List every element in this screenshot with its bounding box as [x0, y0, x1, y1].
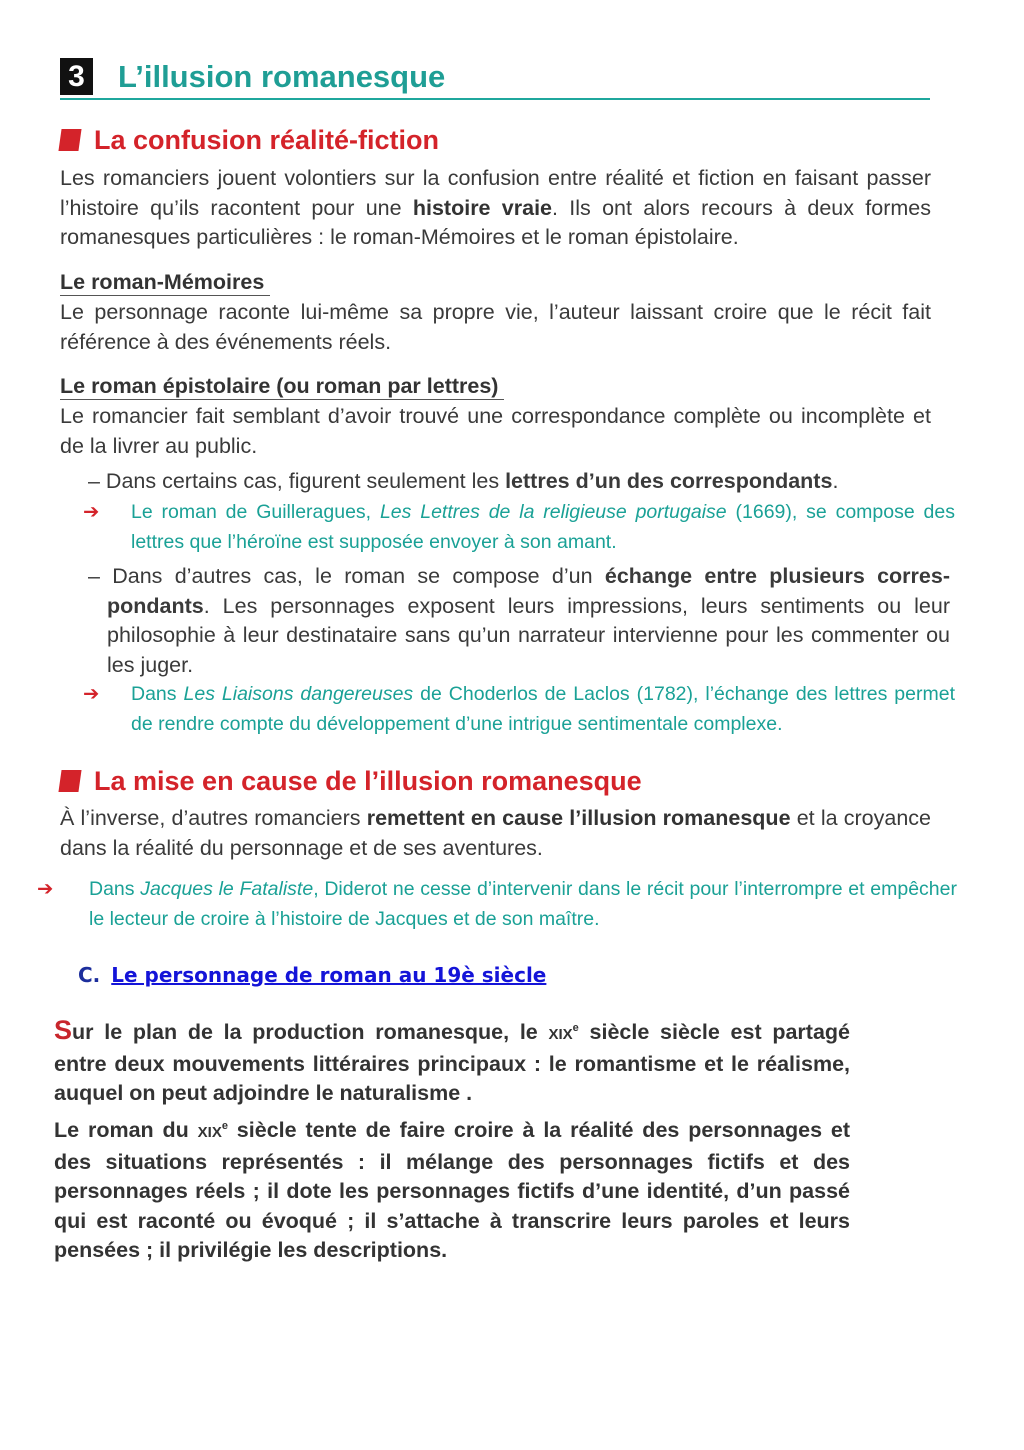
- example-three-title: Jacques le Fataliste: [140, 878, 314, 900]
- chapter-title: L’illusion romanesque: [118, 59, 446, 94]
- section-heading-text: La confusion réalité-fiction: [94, 125, 440, 155]
- century-numeral: XIX: [197, 1124, 222, 1142]
- century-numeral: XIX: [548, 1026, 573, 1044]
- arrow-right-icon: ➔: [37, 878, 54, 900]
- part-c-label: C.: [78, 963, 101, 987]
- example-two: [83, 679, 955, 739]
- part-c-heading: [78, 963, 546, 987]
- red-square-icon: [58, 129, 81, 151]
- century-two-text: Le roman du: [54, 1118, 198, 1143]
- case-one: [88, 467, 950, 497]
- example-two-text: Dans: [131, 683, 184, 705]
- chapter-number: 3: [60, 58, 93, 95]
- case-one-text: – Dans certains cas, figurent seulement les: [88, 469, 506, 493]
- arrow-right-icon: ➔: [83, 501, 100, 523]
- century-superscript: e: [221, 1120, 228, 1132]
- part-c-link[interactable]: Le personnage de roman au 19è siècle: [111, 963, 547, 987]
- case-two: [88, 562, 950, 680]
- case-two-text: – Dans d’autres cas, le roman se compose d’un: [88, 564, 605, 588]
- example-one-title: Les Lettres de la religieuse portugaise: [379, 501, 727, 523]
- case-two-end: . Les personnages exposent leurs impressions, leurs sentiments ou leur philosophie à leur destinataire sans qu’un narrateur intervienne pour les commenter ou les juger.: [107, 593, 950, 677]
- century-paragraph-two: [54, 1112, 850, 1266]
- example-two-end: de Choderlos de Laclos (1782), l’échange des lettres permet de rendre compte du développement d’une intrigue sentimentale complexe.: [131, 683, 955, 735]
- mise-en-cause-end: et la croyance dans la réalité du personnage et de ses aventures.: [60, 806, 931, 860]
- example-three-text: Dans: [89, 878, 141, 900]
- red-square-icon: [58, 770, 81, 792]
- mise-en-cause-text: À l’inverse, d’autres romanciers: [60, 806, 367, 830]
- epistolaire-paragraph: Le romancier fait semblant d’avoir trouvé une correspondance complète ou incomplète et de la livrer au public.: [60, 404, 931, 458]
- example-one-text: Le roman de Guilleragues,: [131, 501, 380, 523]
- century-paragraph-one: [54, 1014, 850, 1109]
- chapter-header: [60, 58, 930, 100]
- intro-text-end: . Ils ont alors recours à deux formes romanesques particulières : le roman-Mémoires et le roman épistolaire.: [60, 195, 931, 249]
- century-one-text: ur le plan de la production romanesque, le: [72, 1020, 549, 1045]
- case-one-emphasis: lettres d’un des correspondants: [505, 469, 833, 493]
- century-superscript: e: [572, 1022, 579, 1034]
- section-heading-mise-en-cause: [60, 765, 642, 797]
- case-one-end: .: [832, 469, 839, 493]
- example-two-title: Les Liaisons dangereuses: [183, 683, 414, 705]
- intro-paragraph: [60, 164, 931, 253]
- memoires-paragraph: Le personnage raconte lui-même sa propre vie, l’auteur laissant croire que le récit fait référence à des événements réels.: [60, 300, 931, 354]
- mise-en-cause-emphasis: remettent en cause l’illusion romanesque: [366, 806, 791, 830]
- arrow-right-icon: ➔: [83, 683, 100, 705]
- section-heading-confusion: [60, 124, 439, 156]
- example-one: [83, 497, 955, 557]
- intro-text: Les romanciers jouent volontiers sur la confusion entre réalité et fiction en faisant passer l’histoire qu’ils racontent pour une: [60, 166, 931, 220]
- intro-emphasis: histoire vraie: [412, 195, 553, 220]
- section-heading-text: La mise en cause de l’illusion romanesque: [94, 766, 642, 796]
- century-one-end: siècle siècle est partagé entre deux mouvements littéraires principaux : le romantisme et le réalisme, auquel on peut adjoindre le naturalisme .: [54, 1020, 850, 1106]
- drop-cap: S: [54, 1015, 73, 1046]
- subheading-epistolaire: Le roman épistolaire (ou roman par lettres): [60, 373, 504, 400]
- mise-en-cause-paragraph: [60, 804, 931, 863]
- example-three: [37, 874, 957, 934]
- century-two-end: siècle tente de faire croire à la réalité des personnages et des situations représentés : il mélange des personnages fictifs et des personnages réels ; il dote les personnages fictifs d’une identité, d’un passé qui est raconté ou évoqué ; il s’attache à transcrire leurs paroles et leurs pensées ; il privilégie les descriptions.: [54, 1118, 851, 1263]
- subheading-memoires: Le roman-Mémoires: [60, 269, 270, 296]
- case-two-emphasis: échange entre plusieurs correspondants: [107, 564, 950, 618]
- example-three-end: , Diderot ne cesse d’intervenir dans le récit pour l’interrompre et empêcher le lecteur de croire à l’histoire de Jacques et de son maître.: [89, 878, 957, 930]
- example-one-end: (1669), se compose des lettres que l’héroïne est supposée envoyer à son amant.: [131, 501, 955, 553]
